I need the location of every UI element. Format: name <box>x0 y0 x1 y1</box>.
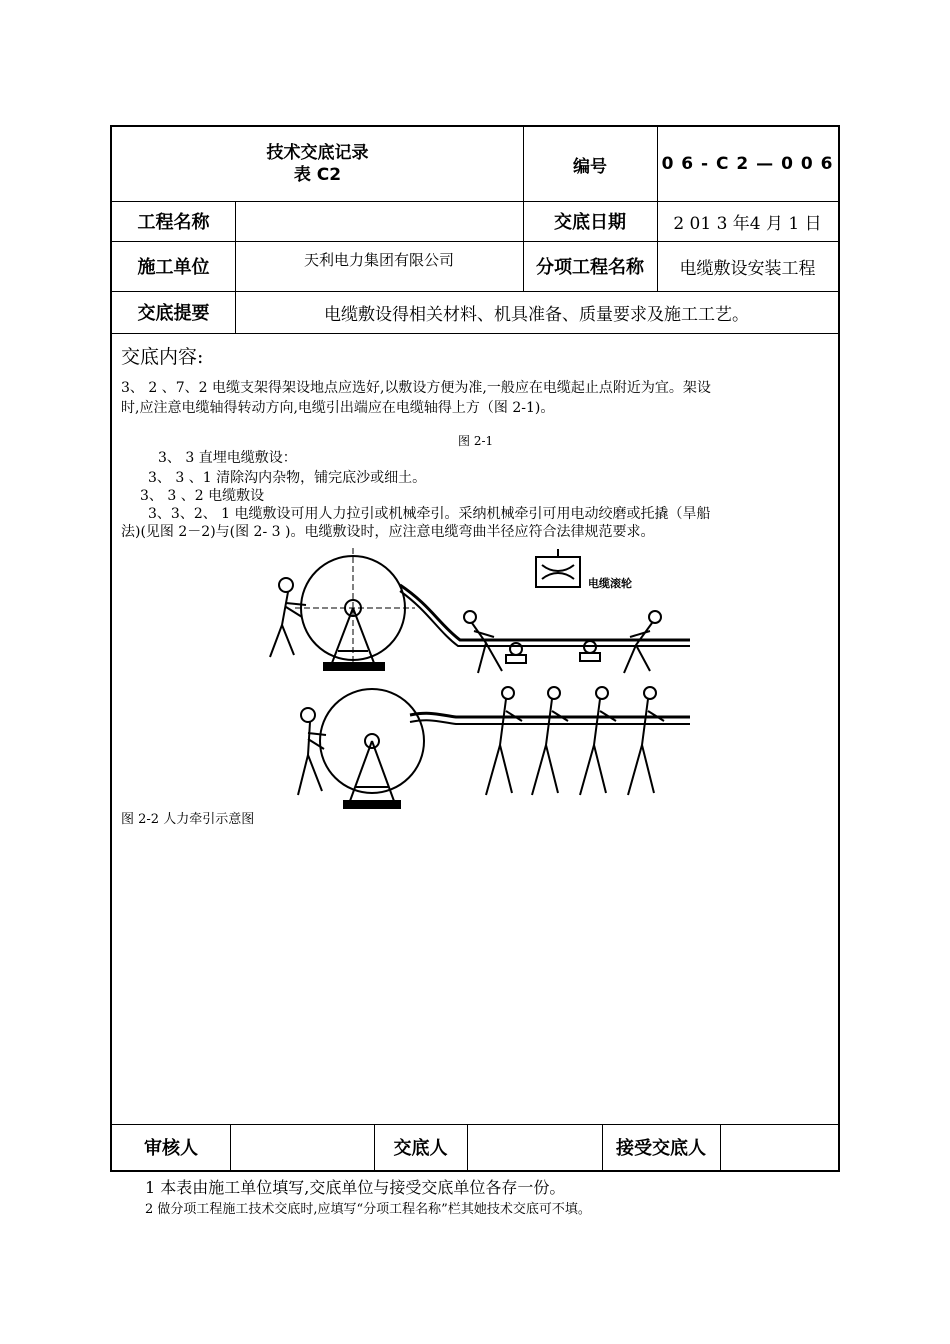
number-label: 编号 <box>573 156 607 177</box>
sub-project-label: 分项工程名称 <box>536 257 644 278</box>
number-value: 0 6 - C 2 — 0 0 6 <box>661 154 834 174</box>
form-title-block <box>112 127 523 201</box>
section-3-3: 3、 3 直埋电缆敷设： <box>158 450 297 466</box>
receiver-value <box>720 1124 838 1170</box>
row-divider <box>112 333 838 334</box>
para1-line1: 3、 2 、7、2 电缆支架得架设地点应选好,以敷设方便为准,一般应在电缆起止点附近为宜。架设 <box>121 380 711 396</box>
form-title: 技术交底记录 <box>266 143 369 163</box>
sub-project-value: 电缆敷设安装工程 <box>679 258 816 279</box>
date-label: 交底日期 <box>554 212 626 233</box>
disclosure-form <box>110 125 840 1172</box>
project-name-value <box>235 201 523 241</box>
cable-pulling-diagram <box>250 545 700 817</box>
para1-line2: 时,应注意电缆轴得转动方向,电缆引出端应在电缆轴得上方（图 2-1)。 <box>121 400 555 416</box>
construction-unit-value: 天利电力集团有限公司 <box>303 251 454 269</box>
date-value: 2 01 3 年4 月 1 日 <box>673 213 822 234</box>
reviewer-value <box>230 1124 374 1170</box>
reviewer-label: 审核人 <box>144 1138 198 1159</box>
discloser-label: 交底人 <box>393 1138 448 1159</box>
construction-unit-label: 施工单位 <box>137 257 210 278</box>
content-heading: 交底内容: <box>121 346 204 368</box>
cable-roller-label: 电缆滚轮 <box>588 577 632 590</box>
footnote-2: 2 做分项工程施工技术交底时,应填写“分项工程名称”栏其她技术交底可不填。 <box>145 1202 591 1217</box>
summary-value: 电缆敷设得相关材料、机具准备、质量要求及施工工艺。 <box>324 304 749 325</box>
figure-2-1-caption: 图 2-1 <box>458 434 494 448</box>
receiver-label: 接受交底人 <box>616 1138 706 1159</box>
form-subtitle: 表 C2 <box>293 165 342 185</box>
summary-label: 交底提要 <box>137 303 210 324</box>
para2-line2: 法)(见图 2－2)与(图 2- 3 )。电缆敷设时，应注意电缆弯曲半径应符合法律规范要求。 <box>121 524 655 540</box>
figure-2-2-caption: 图 2-2 人力牵引示意图 <box>121 812 255 827</box>
footnote-1: 1 本表由施工单位填写,交底单位与接受交底单位各存一份。 <box>145 1178 566 1197</box>
discloser-value <box>467 1124 602 1170</box>
para2-line1: 3、3、2、 1 电缆敷设可用人力拉引或机械牵引。采纳机械牵引可用电动绞磨或托撬（旱船 <box>148 506 711 522</box>
project-name-label: 工程名称 <box>137 212 210 233</box>
section-3-3-1: 3、 3 、1 清除沟内杂物，铺完底沙或细土。 <box>148 470 427 486</box>
section-3-3-2: 3、 3 、2 电缆敷设 <box>140 488 265 504</box>
